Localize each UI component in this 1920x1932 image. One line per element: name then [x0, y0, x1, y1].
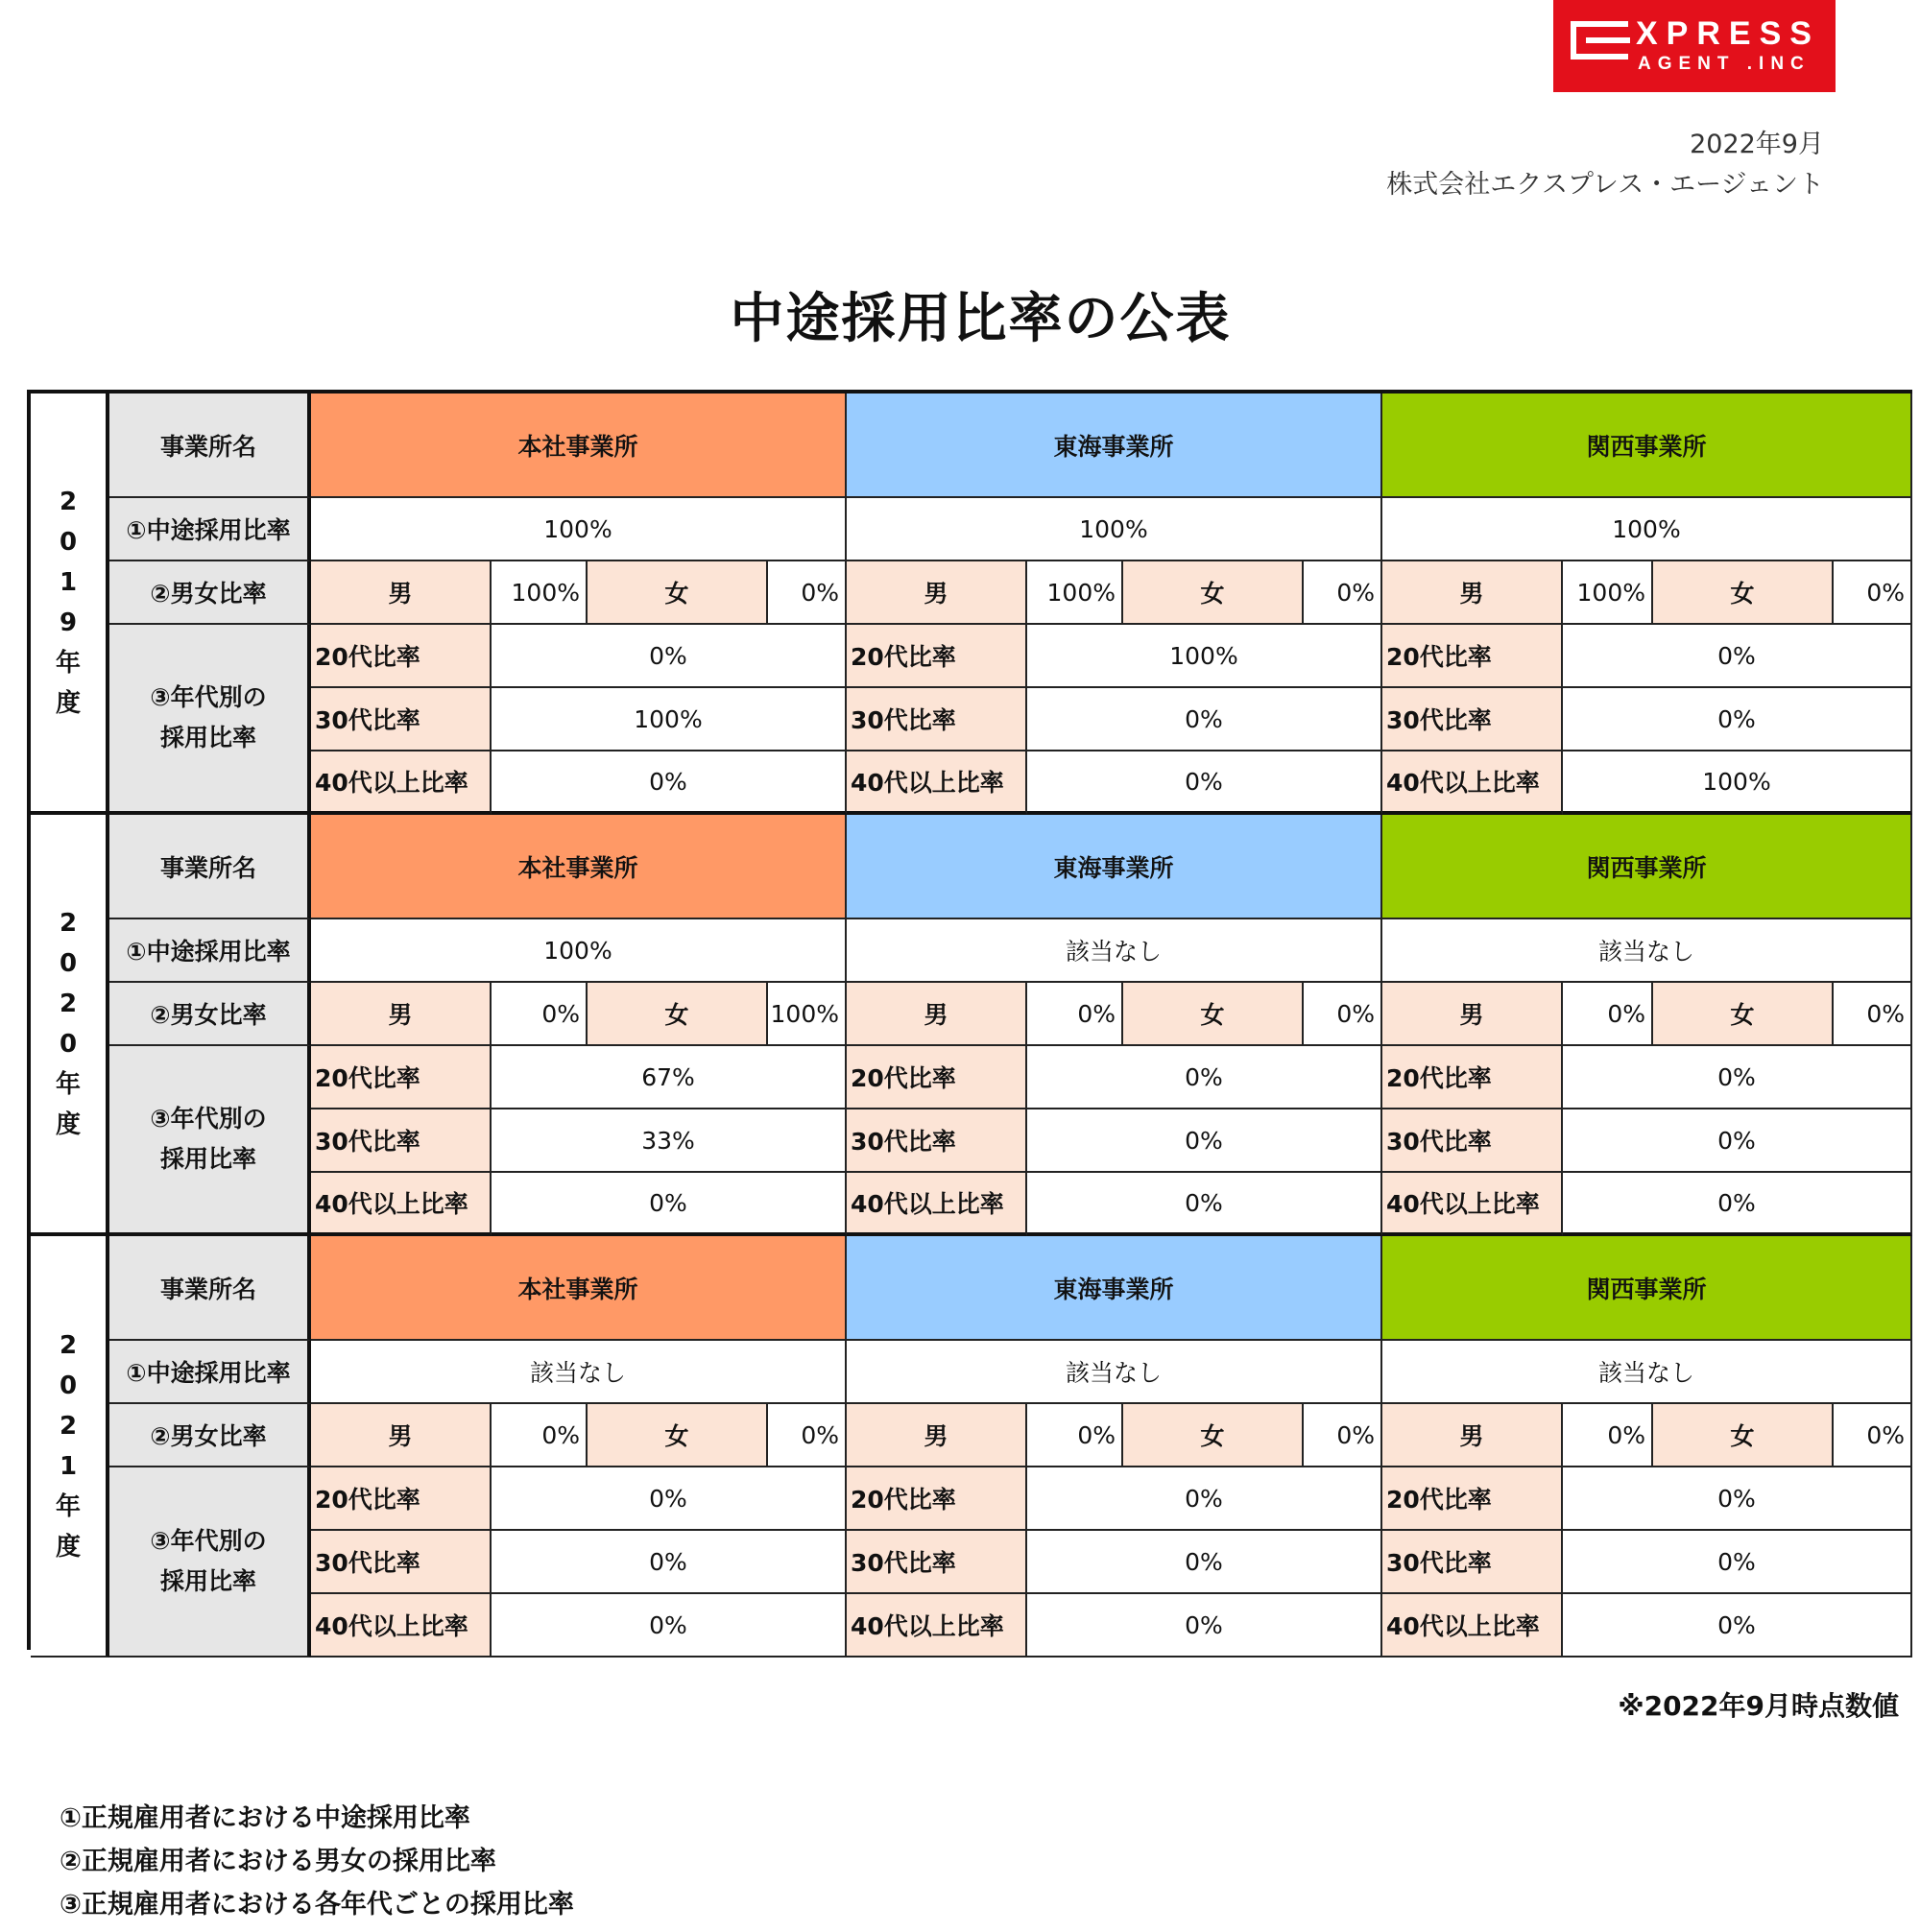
footnote-2: ②正規雇用者における男女の採用比率	[60, 1847, 496, 1876]
age40-ratio-value: 0%	[492, 1173, 847, 1236]
male-label: 男	[847, 561, 1027, 625]
label-gender-ratio: ②男女比率	[109, 983, 311, 1046]
age20-ratio-value: 100%	[1027, 625, 1382, 688]
age30-label: 30代比率	[311, 1531, 492, 1594]
logo-line1: XPRESS	[1636, 15, 1820, 52]
year-char: 度	[55, 1109, 81, 1139]
footnotes	[60, 1797, 574, 1926]
year-char: 2	[59, 908, 78, 938]
year-label	[31, 815, 109, 1236]
age30-ratio-value: 100%	[492, 688, 847, 751]
publish-date: 2022年9月	[1690, 130, 1824, 159]
year-char: 2	[59, 1330, 78, 1360]
age20-label: 20代比率	[1382, 625, 1563, 688]
year-char: 度	[55, 1532, 81, 1562]
male-label: 男	[311, 983, 492, 1046]
male-ratio-value: 0%	[492, 983, 588, 1046]
female-ratio-value: 0%	[1834, 983, 1912, 1046]
year-char: 0	[59, 948, 78, 978]
age30-label: 30代比率	[847, 688, 1027, 751]
age40-ratio-value: 100%	[1563, 751, 1912, 815]
midcareer-ratio-value: 100%	[311, 498, 847, 561]
age30-ratio-value: 0%	[1563, 688, 1912, 751]
office-name-header: 東海事業所	[847, 1236, 1382, 1341]
male-ratio-value: 100%	[492, 561, 588, 625]
female-ratio-value: 0%	[1834, 1404, 1912, 1467]
age30-ratio-value: 0%	[1027, 1531, 1382, 1594]
male-label: 男	[311, 1404, 492, 1467]
data-as-of-note: ※2022年9月時点数値	[1618, 1690, 1899, 1722]
male-ratio-value: 100%	[1563, 561, 1653, 625]
age20-ratio-value: 0%	[492, 1467, 847, 1531]
age40-ratio-value: 0%	[1027, 751, 1382, 815]
label-age-ratio-line: ③年代別の	[150, 683, 267, 711]
midcareer-ratio-value: 該当なし	[1382, 919, 1912, 983]
male-label: 男	[1382, 561, 1563, 625]
midcareer-ratio-value: 該当なし	[311, 1341, 847, 1404]
female-label: 女	[1123, 561, 1304, 625]
office-name-header: 関西事業所	[1382, 815, 1912, 919]
age30-label: 30代比率	[311, 688, 492, 751]
age30-label: 30代比率	[847, 1109, 1027, 1173]
female-label: 女	[588, 983, 768, 1046]
age40-label: 40代以上比率	[311, 751, 492, 815]
male-ratio-value: 0%	[1027, 983, 1123, 1046]
logo-line2: AGENT .INC	[1638, 54, 1811, 74]
year-char: 0	[59, 527, 78, 557]
age30-ratio-value: 0%	[1027, 1109, 1382, 1173]
label-gender-ratio: ②男女比率	[109, 561, 311, 625]
male-label: 男	[1382, 983, 1563, 1046]
age30-label: 30代比率	[311, 1109, 492, 1173]
label-age-ratio-line: ③年代別の	[150, 1105, 267, 1133]
age20-label: 20代比率	[311, 625, 492, 688]
age30-label: 30代比率	[847, 1531, 1027, 1594]
age30-ratio-value: 0%	[492, 1531, 847, 1594]
age30-ratio-value: 0%	[1563, 1109, 1912, 1173]
company-name: 株式会社エクスプレス・エージェント	[1386, 170, 1824, 200]
age40-ratio-value: 0%	[492, 1594, 847, 1658]
age40-label: 40代以上比率	[1382, 751, 1563, 815]
age20-ratio-value: 0%	[1563, 1046, 1912, 1109]
age20-label: 20代比率	[311, 1046, 492, 1109]
age40-label: 40代以上比率	[311, 1594, 492, 1658]
age20-ratio-value: 0%	[1563, 1467, 1912, 1531]
office-name-header: 本社事業所	[311, 1236, 847, 1341]
male-label: 男	[847, 983, 1027, 1046]
year-char: 年	[55, 1491, 81, 1521]
age20-label: 20代比率	[311, 1467, 492, 1531]
male-label: 男	[311, 561, 492, 625]
age20-label: 20代比率	[847, 1046, 1027, 1109]
age30-ratio-value: 0%	[1027, 688, 1382, 751]
age40-label: 40代以上比率	[847, 751, 1027, 815]
logo-e-mark	[1571, 21, 1628, 60]
midcareer-ratio-value: 100%	[847, 498, 1382, 561]
age40-ratio-value: 0%	[1027, 1173, 1382, 1236]
age30-label: 30代比率	[1382, 1531, 1563, 1594]
age40-ratio-value: 0%	[1563, 1594, 1912, 1658]
company-logo	[1553, 0, 1836, 92]
female-ratio-value: 100%	[768, 983, 847, 1046]
midcareer-ratio-value: 該当なし	[847, 919, 1382, 983]
office-name-header: 本社事業所	[311, 394, 847, 498]
age20-label: 20代比率	[847, 625, 1027, 688]
year-char: 2	[59, 989, 78, 1018]
female-ratio-value: 0%	[1304, 1404, 1382, 1467]
age30-label: 30代比率	[1382, 688, 1563, 751]
age40-ratio-value: 0%	[492, 751, 847, 815]
female-label: 女	[1653, 1404, 1834, 1467]
year-char: 2	[59, 487, 78, 516]
age30-label: 30代比率	[1382, 1109, 1563, 1173]
year-char: 2	[59, 1411, 78, 1441]
label-midcareer-ratio: ①中途採用比率	[109, 919, 311, 983]
age20-ratio-value: 67%	[492, 1046, 847, 1109]
male-ratio-value: 100%	[1027, 561, 1123, 625]
age20-label: 20代比率	[1382, 1046, 1563, 1109]
age20-ratio-value: 0%	[492, 625, 847, 688]
midcareer-ratio-value: 100%	[1382, 498, 1912, 561]
label-age-ratio	[109, 625, 311, 815]
male-ratio-value: 0%	[1563, 1404, 1653, 1467]
female-label: 女	[1653, 983, 1834, 1046]
female-label: 女	[588, 561, 768, 625]
male-ratio-value: 0%	[1027, 1404, 1123, 1467]
age20-label: 20代比率	[1382, 1467, 1563, 1531]
age20-ratio-value: 0%	[1563, 625, 1912, 688]
label-age-ratio-line: 採用比率	[159, 1145, 256, 1173]
male-label: 男	[1382, 1404, 1563, 1467]
female-ratio-value: 0%	[1304, 983, 1382, 1046]
year-label	[31, 394, 109, 815]
male-ratio-value: 0%	[1563, 983, 1653, 1046]
age40-ratio-value: 0%	[1027, 1594, 1382, 1658]
footnote-1: ①正規雇用者における中途採用比率	[60, 1803, 470, 1833]
label-age-ratio	[109, 1467, 311, 1658]
midcareer-ratio-value: 該当なし	[847, 1341, 1382, 1404]
midcareer-ratio-value: 100%	[311, 919, 847, 983]
year-char: 1	[59, 567, 78, 597]
year-label	[31, 1236, 109, 1658]
office-name-header: 東海事業所	[847, 815, 1382, 919]
label-midcareer-ratio: ①中途採用比率	[109, 498, 311, 561]
office-name-header: 関西事業所	[1382, 394, 1912, 498]
age20-label: 20代比率	[847, 1467, 1027, 1531]
female-ratio-value: 0%	[1834, 561, 1912, 625]
year-char: 0	[59, 1029, 78, 1059]
age40-label: 40代以上比率	[847, 1173, 1027, 1236]
female-label: 女	[1653, 561, 1834, 625]
male-ratio-value: 0%	[492, 1404, 588, 1467]
age30-ratio-value: 0%	[1563, 1531, 1912, 1594]
age30-ratio-value: 33%	[492, 1109, 847, 1173]
age20-ratio-value: 0%	[1027, 1467, 1382, 1531]
age40-label: 40代以上比率	[311, 1173, 492, 1236]
female-label: 女	[588, 1404, 768, 1467]
office-name-header: 東海事業所	[847, 394, 1382, 498]
midcareer-ratio-value: 該当なし	[1382, 1341, 1912, 1404]
hiring-ratio-table	[27, 390, 1912, 1650]
label-age-ratio	[109, 1046, 311, 1236]
age40-label: 40代以上比率	[1382, 1173, 1563, 1236]
year-char: 度	[55, 688, 81, 718]
label-age-ratio-line: 採用比率	[159, 1567, 256, 1595]
label-office-name: 事業所名	[109, 815, 311, 919]
female-label: 女	[1123, 983, 1304, 1046]
year-char: 年	[55, 648, 81, 678]
female-ratio-value: 0%	[1304, 561, 1382, 625]
age40-label: 40代以上比率	[847, 1594, 1027, 1658]
age20-ratio-value: 0%	[1027, 1046, 1382, 1109]
label-office-name: 事業所名	[109, 1236, 311, 1341]
document-meta	[1386, 125, 1824, 205]
label-midcareer-ratio: ①中途採用比率	[109, 1341, 311, 1404]
label-gender-ratio: ②男女比率	[109, 1404, 311, 1467]
male-label: 男	[847, 1404, 1027, 1467]
page-title: 中途採用比率の公表	[730, 288, 1232, 350]
label-age-ratio-line: 採用比率	[159, 724, 256, 751]
female-label: 女	[1123, 1404, 1304, 1467]
female-ratio-value: 0%	[768, 561, 847, 625]
year-char: 1	[59, 1451, 78, 1481]
office-name-header: 本社事業所	[311, 815, 847, 919]
footnote-3: ③正規雇用者における各年代ごとの採用比率	[60, 1890, 574, 1920]
year-char: 9	[59, 608, 78, 637]
age40-label: 40代以上比率	[1382, 1594, 1563, 1658]
year-char: 年	[55, 1069, 81, 1099]
female-ratio-value: 0%	[768, 1404, 847, 1467]
label-age-ratio-line: ③年代別の	[150, 1527, 267, 1555]
label-office-name: 事業所名	[109, 394, 311, 498]
year-char: 0	[59, 1371, 78, 1400]
office-name-header: 関西事業所	[1382, 1236, 1912, 1341]
age40-ratio-value: 0%	[1563, 1173, 1912, 1236]
